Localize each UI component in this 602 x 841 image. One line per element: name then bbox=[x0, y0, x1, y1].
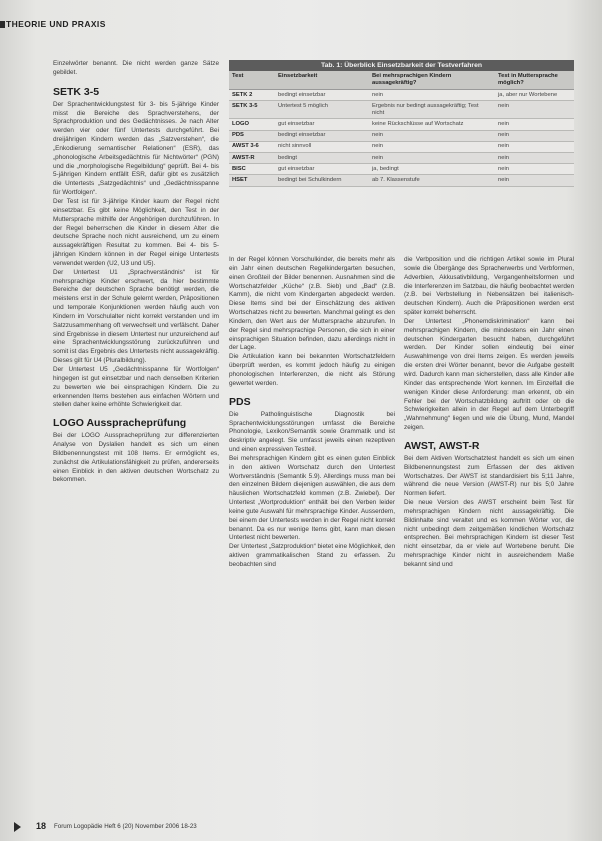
table-row bbox=[229, 141, 574, 152]
table-cell: bedingt einsetzbar bbox=[275, 130, 369, 141]
table-header-test: Test bbox=[229, 71, 275, 90]
table-cell: nein bbox=[495, 130, 574, 141]
paragraph: Bei mehrsprachigen Kindern gibt es einen guten Einblick in den aktiven Wortschatz durch den Untertest Wortverständnis (Semantik 5.9). Allerdings muss man bei den einzelnen Bildern diejenigen auswählen, die aus dem häuslichen Wortschatzfeld kommen (z.B. Zwiebel). Der Untertest „Wortproduktion“ enthält bei den Verben leider keine gute Auswahl für mehrsprachige Kinder. Ausserdem, bei einem der Untertests werden in der Regel nicht korrekt benannt. Da es nur wenige Items gibt, kann man diesen Untertest nicht bewerten. bbox=[229, 454, 395, 542]
table-cell-test: AWST 3-6 bbox=[229, 141, 275, 152]
heading-pds: PDS bbox=[229, 395, 251, 408]
table-cell: gut einsetzbar bbox=[275, 119, 369, 130]
table-cell: nein bbox=[495, 175, 574, 186]
table-cell: ja, aber nur Wortebene bbox=[495, 90, 574, 101]
table-row bbox=[229, 130, 574, 141]
paragraph: die Verbposition und die richtigen Artikel sowie im Plural sowie die Übergänge des Spracherwerbs und Verbformen, Adverbien, Akkusativbildung, Vergangenheitsformen und die Interferenzen im Satzbau, die häufig beobachtet werden (z.B. bei Verbstellung in Nebensätzen bei italienisch-deutschen Kindern). Auch die Präpositionen werden erst später korrekt beherrscht. bbox=[404, 256, 574, 317]
table-row bbox=[229, 119, 574, 130]
table-cell: Untertest 5 möglich bbox=[275, 101, 369, 119]
table-cell-test: SETK 3-5 bbox=[229, 101, 275, 119]
table-header-row bbox=[229, 71, 574, 90]
table-cell: ab 7. Klassenstufe bbox=[369, 175, 495, 186]
table-cell: gut einsetzbar bbox=[275, 164, 369, 175]
arrow-right-icon bbox=[14, 822, 21, 832]
overview-table bbox=[229, 60, 574, 187]
paragraph: Der Untertest „Phonemdiskrimination“ kann bei mehrsprachigen Kindern, die mindestens ein Jahr einen deutschen Kindergarten besucht haben, durchgeführt werden. Der Kinder sollen eindeutig bei einer Auswahlmenge von drei Items zeigen. Es werden jeweils die ersten drei Wörter benannt, bevor die Aufgabe gestellt wird. Dadurch kann man sicherstellen, dass alle Kinder alle Kinder das entsprechende Wort kennen. Im Einzelfall die wenigen Kinder diese Anforderung: man erkennt, ob ein Fehler bei der Wortschatzbildung auftritt oder ob die Schwierigkeiten allein in der Regel auf dem Unterbegriff „Wahrnehmung“ liegen und wie die Übung, Mund, Mandel zeigen. bbox=[404, 317, 574, 432]
section-marker bbox=[0, 21, 5, 28]
table-cell: Ergebnis nur bedingt aussagekräftig; Test nicht bbox=[369, 101, 495, 119]
journal-source: Forum Logopädie Heft 6 (20) November 2006 18-23 bbox=[54, 823, 197, 830]
table-cell: nein bbox=[369, 141, 495, 152]
table-cell: bedingt bei Schulkindern bbox=[275, 175, 369, 186]
text-column-3 bbox=[404, 256, 574, 570]
table-cell: bedingt bbox=[275, 152, 369, 163]
table-row bbox=[229, 175, 574, 186]
table-cell: nein bbox=[495, 141, 574, 152]
table-cell-test: BISC bbox=[229, 164, 275, 175]
table-cell: nein bbox=[369, 90, 495, 101]
heading-awst: AWST, AWST-R bbox=[404, 439, 480, 452]
table-caption: Tab. 1: Überblick Einsetzbarkeit der Testverfahren bbox=[229, 60, 574, 71]
paragraph: Die Artikulation kann bei bekannten Wortschatzfeldern überprüft werden, es kommt jedoch häufig zu einigen phonologischen Interferenzen, die nicht als Störung gewertet werden. bbox=[229, 353, 395, 387]
paragraph: Der Untertest U5 „Gedächtnisspanne für Wortfolgen“ hingegen ist gut einsetzbar und nach denselben Kriterien zu bewerten wie bei einsprachigen Kindern. Die zu erkennenden Items bestehen aus einfachen Wörtern und stellen daher keine erhöhte Schwierigkeit dar. bbox=[53, 366, 219, 409]
table-cell-test: AWST-R bbox=[229, 152, 275, 163]
table-cell: nicht sinnvoll bbox=[275, 141, 369, 152]
paragraph: Bei dem Aktiven Wortschatztest handelt es sich um einen Bildbenennungstest zum Erfassen der des aktiven Wortschatzes. Der AWST ist standardisiert bis 5;11 Jahre, während die neue Version (AWST-R) nur bis 5;0 Jahre Normen liefert. bbox=[404, 454, 574, 498]
page-footer bbox=[14, 822, 314, 834]
table-cell: nein bbox=[495, 152, 574, 163]
table-cell: nein bbox=[369, 152, 495, 163]
table-cell: ja, bedingt bbox=[369, 164, 495, 175]
paragraph: Der Sprachentwicklungstest für 3- bis 5-jährige Kinder misst die Bereiche des Sprachverstehens, der Sprachproduktion und des Gedächtnisses. Je nach Alter werden vier oder fünf Untertests durchgeführt. Bei dreijährigen Kindern werden das „Satzverstehen“, die „Enkodierung semantischer Relationen“ (ESR), das „phonologische Arbeitsgedächtnis für Nichtwörter“ (PGN) und die „morphologische Regelbildung“ geprüft. Bei 4- bis 5-jährigen Kindern entfällt ESR, dafür gibt es zusätzlich die Untertests „Satzgedächtnis“ und „Gedächtnisspanne für Wortfolgen“. bbox=[53, 100, 219, 197]
table-row bbox=[229, 164, 574, 175]
table-header-meaningful: Bei mehrsprachigen Kindern aussagekräftig? bbox=[369, 71, 495, 90]
table-row bbox=[229, 101, 574, 119]
text-column-1 bbox=[53, 60, 219, 485]
table-cell-test: LOGO bbox=[229, 119, 275, 130]
section-header-label: THEORIE UND PRAXIS bbox=[6, 19, 106, 29]
table-row bbox=[229, 90, 574, 101]
paragraph: Der Untertest U1 „Sprachverständnis“ ist für mehrsprachige Kinder erschwert, da hier bestimmte Bereiche der deutschen Sprache benötigt werden, die meistens erst in der Schule gelernt werden, Präpositionen und temporale Konjunktionen werden häufig auch von Kindern im Vorschulalter nicht korrekt verstanden und im Satzzusammenhang oft verwechselt und verfälscht. Daher sind Ergebnisse in diesem Untertest nur unzureichend auf eine Sprachentwicklungsstörung zurückzuführen und somit ist das Ergebnis des Untertests nicht aussagekräftig. Dieses gilt für U4 (Pluralbildung). bbox=[53, 268, 219, 365]
table-cell: bedingt einsetzbar bbox=[275, 90, 369, 101]
heading-setk-3-5: SETK 3-5 bbox=[53, 85, 100, 98]
table-cell: nein bbox=[495, 119, 574, 130]
table-header-native-language: Test in Muttersprache möglich? bbox=[495, 71, 574, 90]
paragraph: Einzelwörter benannt. Die nicht werden ganze Sätze gebildet. bbox=[53, 60, 219, 76]
table-cell: keine Rückschlüsse auf Wortschatz bbox=[369, 119, 495, 130]
table-cell: nein bbox=[495, 101, 574, 119]
table-cell: nein bbox=[495, 164, 574, 175]
table-cell: nein bbox=[369, 130, 495, 141]
section-header bbox=[0, 20, 140, 30]
table-cell-test: HSET bbox=[229, 175, 275, 186]
table-cell-test: SETK 2 bbox=[229, 90, 275, 101]
paragraph: In der Regel können Vorschulkinder, die bereits mehr als ein Jahr einen deutschen Regelkindergarten besuchen, einen Großteil der Bilder benennen. Ausnahmen sind die Wortschatzfelder „Küche“ (z.B. Sieb) und „Bad“ (z.B. Kamm), die nicht vom Kindergarten abgedeckt werden. Diese Items sind bei der Einschätzung des aktiven Wortschatzes nicht zu bewerten. Manchmal gelingt es den Kindern, den Wert aus der Muttersprache abzurufen. In der Regel sind mehrsprachige Personen, die sich in einer einsprachigen Situation befinden, dazu allerdings nicht in der Lage. bbox=[229, 256, 395, 352]
text-column-2 bbox=[229, 256, 395, 570]
table-row bbox=[229, 152, 574, 163]
table-cell-test: PDS bbox=[229, 130, 275, 141]
paragraph: Die Patholinguistische Diagnostik bei Sprachentwicklungsstörungen umfasst die Bereiche Phonologie, Lexikon/Semantik sowie Grammatik und ist deskriptiv angelegt. Sie umfasst jeweils einen rezeptiven und einen expressiven Testteil. bbox=[229, 410, 395, 454]
paragraph: Der Test ist für 3-jährige Kinder kaum der Regel nicht einsetzbar. Es gibt keine Möglichkeit, den Test in der Muttersprache mithilfe der Angehörigen durchzuführen. In der Regel beherrschen die Kinder in diesem Alter die deutsche Sprache noch nicht ausreichend, um zu einem aussagekräftigen Resultat zu kommen. Bei 4- bis 5-jährigen Kindern können in der Regel einige Untertests verwendet werden (U2, U3 und U5). bbox=[53, 197, 219, 267]
heading-logo: LOGO Ausspracheprüfung bbox=[53, 417, 187, 430]
table-header-usability: Einsetzbarkeit bbox=[275, 71, 369, 90]
paragraph: Bei der LOGO Ausspracheprüfung zur differenzierten Analyse von Dyslalien handelt es sich um einen Bildbenennungstest mit 108 Items. Er ermöglicht es, zunächst die Artikulationsfähigkeit zu prüfen, andererseits einen Einblick in den aktiven deutschen Wortschatz zu bekommen. bbox=[53, 432, 219, 484]
paragraph: Der Untertest „Satzproduktion“ bietet eine Möglichkeit, den aktiven grammatikalischen Stand zu erfassen. Zu beobachten sind bbox=[229, 543, 395, 568]
paragraph: Die neue Version des AWST erscheint beim Test für mehrsprachigen Kindern nicht aussagekräftig. Die Bildinhalte sind veraltet und es kommen Wörter vor, die nicht unbedingt dem zeitgemäßen kindlichen Wortschatz entsprechen. Bei mehrsprachigen Kindern ist dieser Test nicht einsetzbar, da er viele auf Wortebene beruht. Die mehrsprachige Kinder nicht in ausreichendem Maße bekannt sind und bbox=[404, 499, 574, 568]
page-number: 18 bbox=[36, 821, 47, 831]
